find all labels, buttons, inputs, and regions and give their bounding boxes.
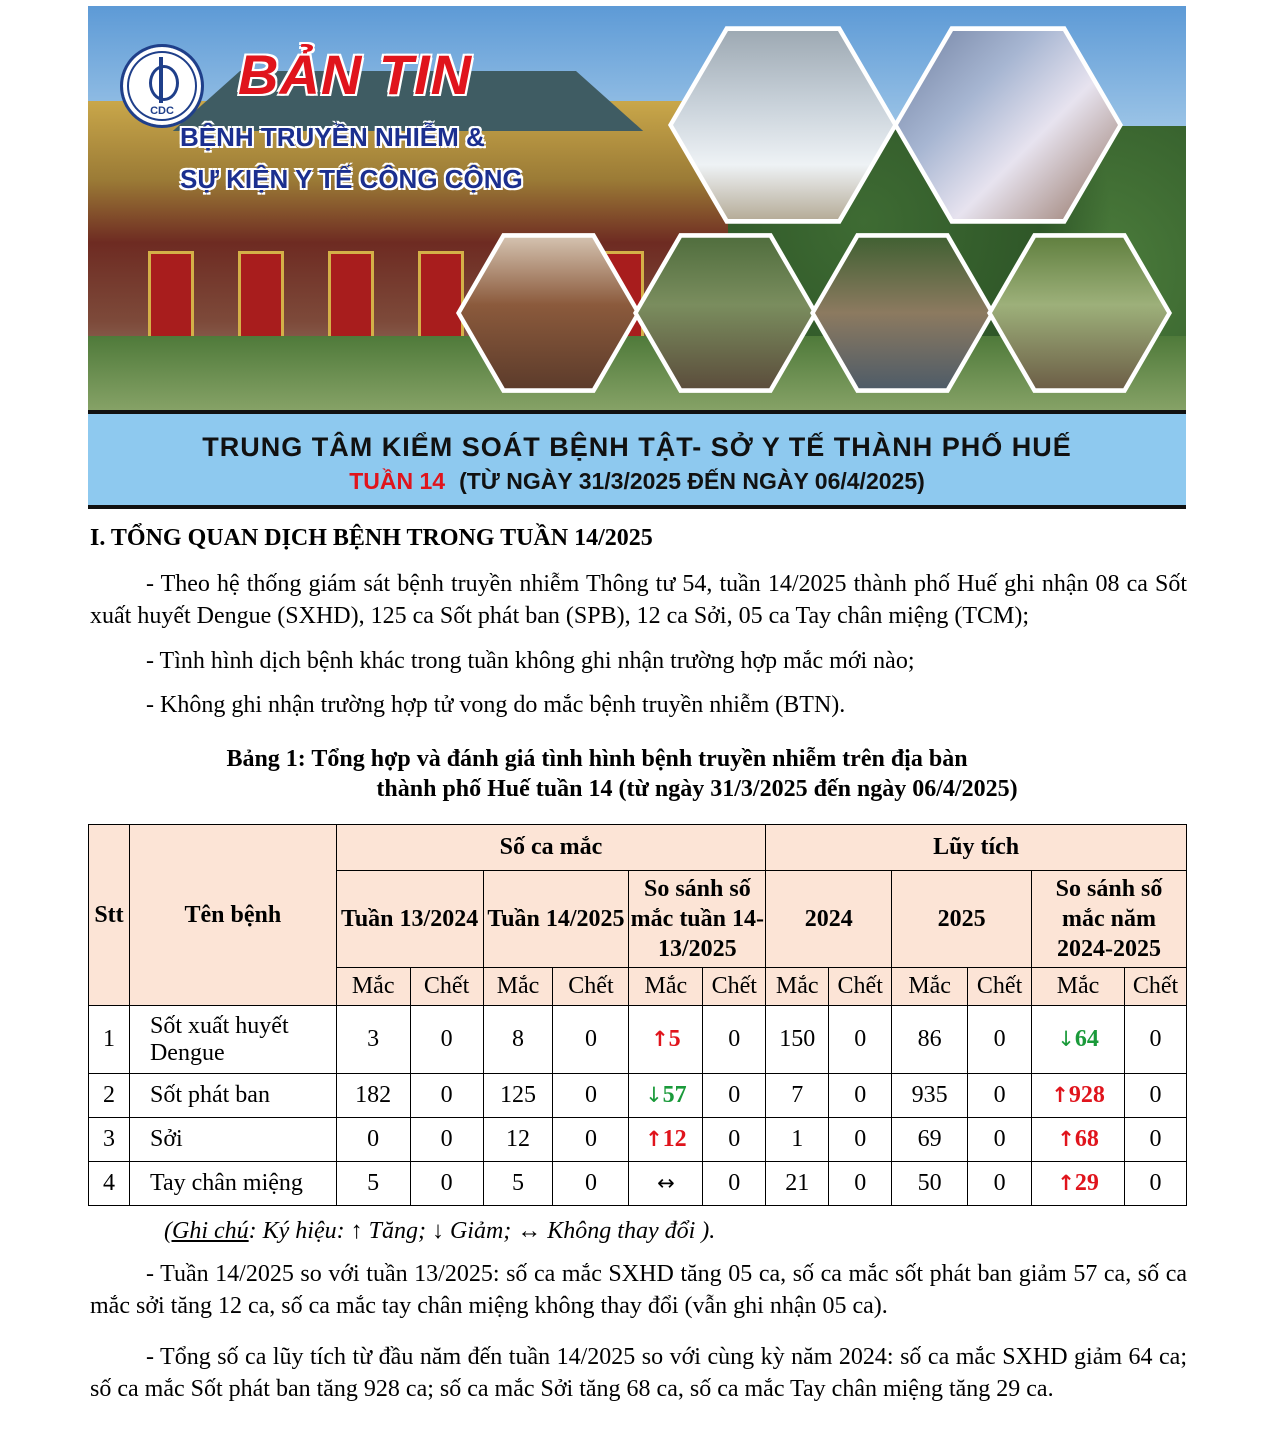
cell-2025-deaths: 0 — [968, 1006, 1032, 1074]
cell-compare-week-deaths: 0 — [703, 1118, 766, 1162]
trend-value: 928 — [1068, 1082, 1105, 1108]
cell-2024-cases: 1 — [766, 1118, 829, 1162]
trend-value: 12 — [662, 1126, 687, 1152]
header-mac: Mắc — [1032, 968, 1125, 1006]
table-row — [89, 1006, 1187, 1074]
cell-2024-deaths: 0 — [829, 1074, 892, 1118]
header-mac: Mắc — [892, 968, 968, 1006]
banner-subtitle-line1: BỆNH TRUYỀN NHIỄM & — [180, 122, 485, 152]
overview-paragraph: - Không ghi nhận trường hợp tử vong do mắc bệnh truyền nhiễm (BTN). — [146, 692, 846, 718]
note-text: : Ký hiệu: ↑ Tăng; ↓ Giảm; ↔ Không thay đổi ). — [248, 1218, 716, 1244]
trend-value: 57 — [662, 1082, 687, 1108]
caduceus-snake — [149, 65, 179, 101]
cell-compare-year-cases — [1032, 1162, 1125, 1206]
header-chet: Chết — [829, 968, 892, 1006]
cell-week13-cases: 182 — [336, 1074, 410, 1118]
header-compare-year: So sánh số mắc năm 2024-2025 — [1032, 871, 1187, 968]
cell-2025-cases: 69 — [892, 1118, 968, 1162]
palace-door — [148, 251, 194, 347]
header-week-13-2024: Tuần 13/2024 — [336, 871, 483, 968]
cell-compare-week-cases — [629, 1006, 703, 1074]
cell-2024-deaths: 0 — [829, 1006, 892, 1074]
cell-2025-cases: 50 — [892, 1162, 968, 1206]
table-caption-line1: Bảng 1: Tổng hợp và đánh giá tình hình bệnh truyền nhiễm trên địa bàn — [226, 746, 968, 772]
table-caption-line2: thành phố Huế tuần 14 (từ ngày 31/3/2025 đến ngày 06/4/2025) — [376, 776, 1018, 802]
cell-compare-year-deaths: 0 — [1124, 1162, 1186, 1206]
table-caption — [88, 744, 1186, 804]
row-stt: 1 — [89, 1006, 130, 1074]
cell-week13-deaths: 0 — [410, 1118, 483, 1162]
cell-week14-cases: 8 — [483, 1006, 553, 1074]
header-compare-week: So sánh số mắc tuần 14-13/2025 — [629, 871, 766, 968]
cell-compare-year-deaths: 0 — [1124, 1006, 1186, 1074]
table-note — [164, 1218, 715, 1245]
cell-2025-cases: 86 — [892, 1006, 968, 1074]
banner-subtitle-line2: SỰ KIỆN Y TẾ CÔNG CỘNG — [180, 164, 523, 194]
overview-paragraph: - Theo hệ thống giám sát bệnh truyền nhiễm Thông tư 54, tuần 14/2025 thành phố Huế ghi nhận 08 ca Sốt xuất huyết Dengue (SXHD), 125 ca Sốt phát ban (SPB), 12 ca Sởi, 05 ca Tay chân miệng (TCM); — [90, 571, 1187, 629]
cell-week13-deaths: 0 — [410, 1074, 483, 1118]
cell-compare-week-deaths: 0 — [703, 1006, 766, 1074]
cell-compare-week-deaths: 0 — [703, 1074, 766, 1118]
banner-org: TRUNG TÂM KIỂM SOÁT BỆNH TẬT- SỞ Y TẾ THÀNH PHỐ HUẾ — [202, 432, 1072, 462]
header-mac: Mắc — [629, 968, 703, 1006]
cell-2024-deaths: 0 — [829, 1162, 892, 1206]
header-week-14-2025: Tuần 14/2025 — [483, 871, 629, 968]
header-disease: Tên bệnh — [129, 825, 336, 1006]
cell-compare-year-cases — [1032, 1074, 1125, 1118]
trend-value: 5 — [668, 1026, 681, 1052]
row-disease-name: Tay chân miệng — [129, 1162, 336, 1206]
logo-text: CDC — [150, 105, 174, 117]
section-title: I. TỔNG QUAN DỊCH BỆNH TRONG TUẦN 14/2025 — [90, 525, 653, 551]
arrow-up-icon: ↑ — [645, 1127, 663, 1151]
arrow-up-icon: ↑ — [1051, 1083, 1069, 1107]
arrow-up-icon: ↑ — [1057, 1171, 1075, 1195]
header-chet: Chết — [703, 968, 766, 1006]
trend-value: 64 — [1074, 1026, 1099, 1052]
palace-door — [418, 251, 464, 347]
comparison-paragraph: - Tuần 14/2025 so với tuần 13/2025: số ca mắc SXHD tăng 05 ca, số ca mắc sốt phát ban giảm 57 ca, số ca mắc sởi tăng 12 ca, số ca mắc tay chân miệng không thay đổi (vẫn ghi nhận 05 ca). — [90, 1261, 1187, 1319]
cell-2024-cases: 21 — [766, 1162, 829, 1206]
arrow-both-icon: ↔ — [657, 1171, 675, 1195]
arrow-up-icon: ↑ — [1057, 1127, 1075, 1151]
cell-2025-deaths: 0 — [968, 1074, 1032, 1118]
cell-week14-deaths: 0 — [553, 1162, 629, 1206]
cell-compare-year-deaths: 0 — [1124, 1074, 1186, 1118]
cell-week13-deaths: 0 — [410, 1006, 483, 1074]
banner-period: (TỪ NGÀY 31/3/2025 ĐẾN NGÀY 06/4/2025) — [459, 468, 925, 494]
newsletter-banner — [88, 6, 1186, 509]
header-chet: Chết — [1124, 968, 1186, 1006]
arrow-down-icon: ↓ — [645, 1083, 663, 1107]
cell-week13-deaths: 0 — [410, 1162, 483, 1206]
cell-compare-year-cases — [1032, 1118, 1125, 1162]
header-year-2025: 2025 — [892, 871, 1032, 968]
cumulative-paragraph: - Tổng số ca lũy tích từ đầu năm đến tuần 14/2025 so với cùng kỳ năm 2024: số ca mắc SXHD giảm 64 ca; số ca mắc Sốt phát ban tăng 928 ca; số ca mắc Sởi tăng 68 ca, số ca mắc Tay chân miệng tăng 29 ca. — [90, 1344, 1187, 1402]
table-header-row — [89, 825, 1187, 871]
row-disease-name: Sởi — [129, 1118, 336, 1162]
cell-week13-cases: 0 — [336, 1118, 410, 1162]
palace-door — [238, 251, 284, 347]
overview-paragraph: - Tình hình dịch bệnh khác trong tuần không ghi nhận trường hợp mắc mới nào; — [146, 648, 915, 674]
header-chet: Chết — [553, 968, 629, 1006]
cell-2024-cases: 150 — [766, 1006, 829, 1074]
cell-compare-year-deaths: 0 — [1124, 1118, 1186, 1162]
cell-2025-cases: 935 — [892, 1074, 968, 1118]
row-disease-name: Sốt xuất huyết Dengue — [129, 1006, 336, 1074]
header-chet: Chết — [410, 968, 483, 1006]
banner-footer — [88, 410, 1186, 509]
header-year-2024: 2024 — [766, 871, 892, 968]
cell-compare-week-cases — [629, 1074, 703, 1118]
cell-week14-cases: 12 — [483, 1118, 553, 1162]
row-disease-name: Sốt phát ban — [129, 1074, 336, 1118]
cell-week14-deaths: 0 — [553, 1006, 629, 1074]
trend-value: 29 — [1074, 1170, 1099, 1196]
header-cases: Số ca mắc — [336, 825, 766, 871]
trend-value: 68 — [1074, 1126, 1099, 1152]
cell-compare-week-cases — [629, 1162, 703, 1206]
cell-week13-cases: 3 — [336, 1006, 410, 1074]
header-mac: Mắc — [766, 968, 829, 1006]
cell-2025-deaths: 0 — [968, 1118, 1032, 1162]
banner-title: BẢN TIN — [238, 43, 473, 106]
cell-compare-week-cases — [629, 1118, 703, 1162]
banner-period-line — [88, 468, 1186, 495]
row-stt: 4 — [89, 1162, 130, 1206]
row-stt: 3 — [89, 1118, 130, 1162]
disease-summary-table — [88, 824, 1187, 1206]
cell-2024-deaths: 0 — [829, 1118, 892, 1162]
header-mac: Mắc — [483, 968, 553, 1006]
header-cumulative: Lũy tích — [766, 825, 1187, 871]
cell-compare-week-deaths: 0 — [703, 1162, 766, 1206]
row-stt: 2 — [89, 1074, 130, 1118]
arrow-up-icon: ↑ — [651, 1027, 669, 1051]
palace-door — [328, 251, 374, 347]
cell-week14-deaths: 0 — [553, 1074, 629, 1118]
cell-week13-cases: 5 — [336, 1162, 410, 1206]
note-label: (Ghi chú — [164, 1218, 249, 1244]
header-mac: Mắc — [336, 968, 410, 1006]
table-row — [89, 1118, 1187, 1162]
cell-week14-deaths: 0 — [553, 1118, 629, 1162]
arrow-down-icon: ↓ — [1057, 1027, 1075, 1051]
cdc-logo-icon — [120, 44, 204, 128]
table-row — [89, 1162, 1187, 1206]
cell-compare-year-cases — [1032, 1006, 1125, 1074]
table-row — [89, 1074, 1187, 1118]
header-chet: Chết — [968, 968, 1032, 1006]
cell-week14-cases: 125 — [483, 1074, 553, 1118]
cell-2025-deaths: 0 — [968, 1162, 1032, 1206]
cell-week14-cases: 5 — [483, 1162, 553, 1206]
banner-week: TUẦN 14 — [349, 468, 446, 494]
cell-2024-cases: 7 — [766, 1074, 829, 1118]
header-stt: Stt — [89, 825, 130, 1006]
